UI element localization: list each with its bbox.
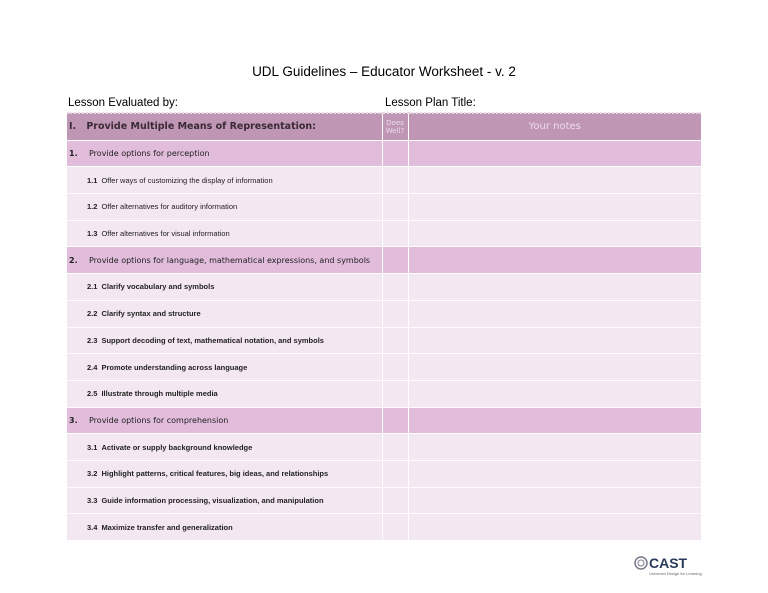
guideline-row xyxy=(67,487,701,514)
guideline-row xyxy=(67,514,701,541)
section-row xyxy=(67,140,701,167)
guideline-label: Activate or supply background knowledge xyxy=(101,442,253,452)
cast-logo xyxy=(633,554,713,580)
does-well-cell[interactable] xyxy=(382,380,408,407)
guideline-row xyxy=(67,354,701,381)
does-well-cell[interactable] xyxy=(382,514,408,541)
guideline-row xyxy=(67,220,701,247)
notes-header: Your notes xyxy=(408,113,701,140)
guideline-label: Illustrate through multiple media xyxy=(101,389,218,399)
notes-cell[interactable] xyxy=(408,327,701,354)
notes-cell[interactable] xyxy=(408,514,701,541)
lesson-plan-title-label: Lesson Plan Title: xyxy=(385,97,476,109)
section-number: 3. xyxy=(69,415,78,425)
notes-cell[interactable] xyxy=(408,380,701,407)
guideline-label: Clarify syntax and structure xyxy=(101,309,201,319)
does-well-cell[interactable] xyxy=(382,140,408,167)
guideline-number: 3.4 xyxy=(87,522,98,532)
does-well-cell[interactable] xyxy=(382,434,408,461)
svg-text:CAST: CAST xyxy=(649,555,688,571)
guideline-number: 2.2 xyxy=(87,309,98,319)
does-well-cell[interactable] xyxy=(382,354,408,381)
guideline-row xyxy=(67,194,701,221)
page-title: UDL Guidelines – Educator Worksheet - v. 2 xyxy=(252,64,516,79)
does-well-cell[interactable] xyxy=(382,167,408,194)
section-number: 1. xyxy=(69,149,78,159)
does-well-cell[interactable] xyxy=(382,487,408,514)
guideline-number: 3.2 xyxy=(87,469,98,479)
notes-cell[interactable] xyxy=(408,354,701,381)
notes-cell[interactable] xyxy=(408,140,701,167)
principle-label: Provide Multiple Means of Representation: xyxy=(86,121,316,133)
does-well-cell[interactable] xyxy=(382,407,408,434)
guideline-number: 2.3 xyxy=(87,335,98,345)
section-label: Provide options for perception xyxy=(89,149,210,159)
notes-cell[interactable] xyxy=(408,194,701,221)
does-well-cell[interactable] xyxy=(382,194,408,221)
guideline-number: 3.1 xyxy=(87,442,98,452)
guideline-row xyxy=(67,274,701,301)
does-well-cell[interactable] xyxy=(382,220,408,247)
does-well-cell[interactable] xyxy=(382,327,408,354)
notes-cell[interactable] xyxy=(408,274,701,301)
guideline-number: 1.3 xyxy=(87,229,98,239)
notes-cell[interactable] xyxy=(408,460,701,487)
guideline-row xyxy=(67,300,701,327)
guideline-row xyxy=(67,167,701,194)
guidelines-table xyxy=(67,112,701,541)
guideline-row xyxy=(67,380,701,407)
notes-cell[interactable] xyxy=(408,434,701,461)
guideline-number: 2.5 xyxy=(87,389,98,399)
guideline-label: Highlight patterns, critical features, big ideas, and relationships xyxy=(101,469,329,479)
notes-cell[interactable] xyxy=(408,167,701,194)
does-well-cell[interactable] xyxy=(382,274,408,301)
guideline-number: 1.2 xyxy=(87,202,98,212)
notes-cell[interactable] xyxy=(408,220,701,247)
guideline-number: 3.3 xyxy=(87,495,98,505)
guideline-number: 1.1 xyxy=(87,175,98,185)
section-row xyxy=(67,247,701,274)
guideline-label: Support decoding of text, mathematical notation, and symbols xyxy=(101,335,324,345)
guideline-label: Promote understanding across language xyxy=(101,362,248,372)
does-well-cell[interactable] xyxy=(382,460,408,487)
svg-text:Universal Design for Learning: Universal Design for Learning xyxy=(649,571,702,576)
guideline-number: 2.4 xyxy=(87,362,98,372)
guideline-label: Guide information processing, visualization, and manipulation xyxy=(101,495,324,505)
section-label: Provide options for comprehension xyxy=(89,415,229,425)
notes-cell[interactable] xyxy=(408,487,701,514)
does-well-cell[interactable] xyxy=(382,300,408,327)
header-row xyxy=(67,113,701,140)
guideline-row xyxy=(67,460,701,487)
does-well-header: Does Well? xyxy=(382,113,408,140)
guideline-label: Clarify vocabulary and symbols xyxy=(101,282,215,292)
lesson-evaluated-by-label: Lesson Evaluated by: xyxy=(68,97,178,109)
principle-number: I. xyxy=(69,121,77,133)
section-number: 2. xyxy=(69,255,78,265)
notes-cell[interactable] xyxy=(408,247,701,274)
notes-cell[interactable] xyxy=(408,407,701,434)
guideline-label: Offer alternatives for visual information xyxy=(101,229,230,239)
guideline-row xyxy=(67,434,701,461)
does-well-cell[interactable] xyxy=(382,247,408,274)
section-row xyxy=(67,407,701,434)
section-label: Provide options for language, mathematical expressions, and symbols xyxy=(89,255,371,265)
guideline-row xyxy=(67,327,701,354)
guideline-label: Offer alternatives for auditory information xyxy=(101,202,238,212)
guideline-number: 2.1 xyxy=(87,282,98,292)
guideline-label: Maximize transfer and generalization xyxy=(101,522,233,532)
guideline-label: Offer ways of customizing the display of information xyxy=(101,175,273,185)
notes-cell[interactable] xyxy=(408,300,701,327)
